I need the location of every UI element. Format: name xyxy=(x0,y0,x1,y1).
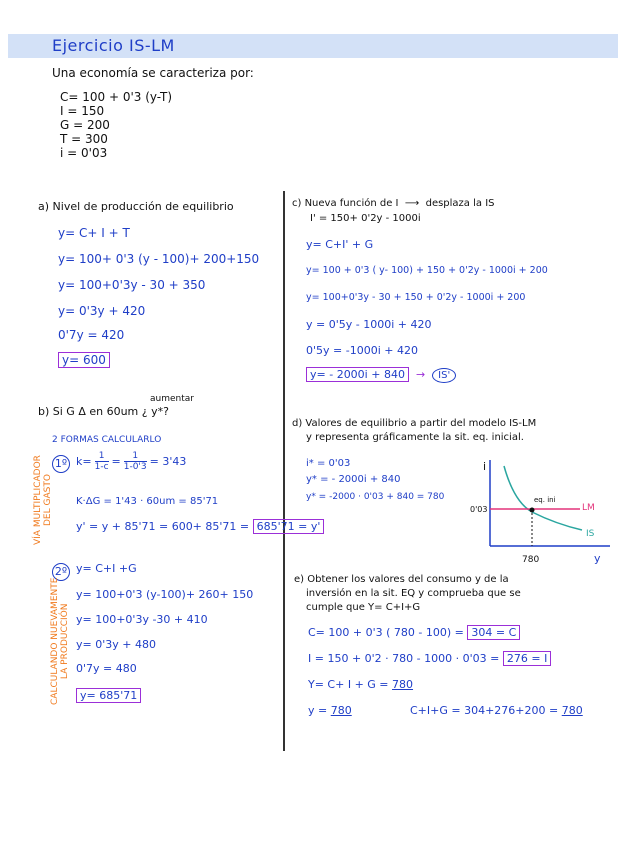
part-c-line-4: y = 0'5y - 1000i + 420 xyxy=(306,318,432,331)
part-c-heading-text: c) Nueva función de I xyxy=(292,198,399,209)
side-1-line-1: VÍA MULTIPLICADOR xyxy=(33,455,43,545)
chart-y-axis-label: i xyxy=(483,460,487,473)
side-2-line-1: CALCULANDO NUEVAMENTE xyxy=(50,577,60,705)
given-g: G = 200 xyxy=(60,118,110,132)
chart-x-axis-label: y xyxy=(594,552,601,565)
method-1-side-note xyxy=(33,455,53,545)
chart-lm-label: LM xyxy=(582,503,595,513)
k-equals: = xyxy=(111,455,121,468)
method-2-line-1: y= C+I +G xyxy=(76,562,137,575)
chart-x-tick: 780 xyxy=(522,555,540,565)
part-e-sum-value: 780 xyxy=(561,704,583,717)
part-e-output-text: Y= C+ I + G = xyxy=(308,678,389,691)
part-e-sum xyxy=(410,704,583,717)
part-e-investment-text: I = 150 + 0'2 · 780 - 1000 · 0'03 = xyxy=(308,652,500,665)
arrow-right-icon: ⟶ xyxy=(401,198,423,209)
part-b-heading: b) Si G Δ en 60um ¿ y*? xyxy=(38,405,169,418)
part-d-line-1: i* = 0'03 xyxy=(306,458,351,469)
part-b-annotation: aumentar xyxy=(150,394,194,404)
chart-y-tick: 0'03 xyxy=(470,505,488,514)
k-fraction-2-num: 1 xyxy=(132,451,139,461)
part-e-heading-3: cumple que Y= C+I+G xyxy=(306,602,421,613)
given-c: C= 100 + 0'3 (y-T) xyxy=(60,90,173,104)
part-a-line-1: y= C+ I + T xyxy=(58,226,130,240)
method-2-line-3: y= 100+0'3y -30 + 410 xyxy=(76,613,208,626)
part-c-heading xyxy=(292,198,495,209)
part-c-line-5: 0'5y = -1000i + 420 xyxy=(306,344,418,357)
part-a-line-2: y= 100+ 0'3 (y - 100)+ 200+150 xyxy=(58,252,260,266)
part-c-new-investment: I' = 150+ 0'2y - 1000i xyxy=(310,213,421,224)
part-e-consumption xyxy=(308,626,520,639)
method-1-marker xyxy=(52,452,70,473)
k-fraction-1-den: 1-c xyxy=(94,462,109,472)
part-e-investment-box: 276 = I xyxy=(503,651,551,666)
part-e-output-value: 780 xyxy=(392,678,414,691)
method-2-number: 2º xyxy=(52,563,70,581)
method-1-yprime-text: y' = y + 85'71 = 600+ 85'71 = xyxy=(76,520,250,533)
method-2-result: y= 685'71 xyxy=(76,688,141,703)
islm-chart xyxy=(470,456,620,568)
method-1-yprime-box: 685'71 = y' xyxy=(253,519,325,534)
part-d-line-2: y* = - 2000i + 840 xyxy=(306,474,401,485)
given-i: I = 150 xyxy=(60,104,105,118)
given-rate: i = 0'03 xyxy=(60,146,108,160)
method-1-kdg: K·ΔG = 1'43 · 60um = 85'71 xyxy=(76,496,219,507)
part-d-heading-1: d) Valores de equilibrio a partir del modelo IS-LM xyxy=(292,418,537,429)
part-e-final-y-value: 780 xyxy=(330,704,352,717)
part-e-consumption-box: 304 = C xyxy=(467,625,520,640)
part-c-line-3: y= 100+0'3y - 30 + 150 + 0'2y - 1000i + 200 xyxy=(306,292,526,303)
part-c-arrow-note: desplaza la IS xyxy=(425,198,495,209)
method-1-yprime xyxy=(76,520,324,533)
part-b-forms-label: 2 FORMAS CALCULARLO xyxy=(52,435,162,445)
k-fraction-2-den: 1-0'3 xyxy=(123,462,147,472)
method-2-line-2: y= 100+0'3 (y-100)+ 260+ 150 xyxy=(76,588,254,601)
chart-eq-label: eq. ini xyxy=(534,496,556,504)
k-fraction-1 xyxy=(95,451,109,472)
method-2-side-note xyxy=(50,578,70,705)
method-1-k xyxy=(76,451,186,472)
part-e-final-y-prefix: y = xyxy=(308,704,328,717)
arrow-right-icon: → xyxy=(412,368,429,381)
method-1-number: 1º xyxy=(52,455,70,473)
equilibrium-point xyxy=(530,508,535,513)
k-fraction-2 xyxy=(124,451,147,472)
part-e-output xyxy=(308,678,413,691)
page-title: Ejercicio IS-LM xyxy=(52,36,175,55)
column-divider xyxy=(283,191,285,751)
part-e-sum-text: C+I+G = 304+276+200 = xyxy=(410,704,559,717)
part-a-heading: a) Nivel de producción de equilibrio xyxy=(38,200,234,213)
part-a-line-4: y= 0'3y + 420 xyxy=(58,304,146,318)
part-d-line-3: y* = -2000 · 0'03 + 840 = 780 xyxy=(306,492,445,502)
intro-statement: Una economía se caracteriza por: xyxy=(52,66,254,80)
part-e-heading-1: e) Obtener los valores del consumo y de la xyxy=(294,574,509,585)
part-d-heading-2: y representa gráficamente la sit. eq. inicial. xyxy=(306,432,524,443)
given-t: T = 300 xyxy=(60,132,108,146)
part-e-consumption-text: C= 100 + 0'3 ( 780 - 100) = xyxy=(308,626,464,639)
part-c-line-2: y= 100 + 0'3 ( y- 100) + 150 + 0'2y - 1000i + 200 xyxy=(306,265,548,276)
method-2-line-5: 0'7y = 480 xyxy=(76,662,137,675)
side-2-line-2: LA PRODUCCIÓN xyxy=(60,603,70,680)
part-a-line-5: 0'7y = 420 xyxy=(58,328,125,342)
k-result: = 3'43 xyxy=(149,455,187,468)
part-c-result: y= - 2000i + 840 xyxy=(306,367,409,382)
part-c-result-row xyxy=(306,368,456,383)
k-fraction-1-num: 1 xyxy=(98,451,105,461)
part-e-investment xyxy=(308,652,551,665)
part-e-final-y xyxy=(308,704,352,717)
side-1-line-2: DEL GASTO xyxy=(43,474,53,526)
part-a-result: y= 600 xyxy=(58,352,110,368)
part-c-line-1: y= C+I' + G xyxy=(306,238,374,251)
part-a-line-3: y= 100+0'3y - 30 + 350 xyxy=(58,278,206,292)
part-c-result-tag: IS' xyxy=(432,368,456,383)
k-label: k= xyxy=(76,455,92,468)
part-e-heading-2: inversión en la sit. EQ y comprueba que se xyxy=(306,588,521,599)
chart-is-label: IS xyxy=(586,529,595,539)
method-2-line-4: y= 0'3y + 480 xyxy=(76,638,156,651)
